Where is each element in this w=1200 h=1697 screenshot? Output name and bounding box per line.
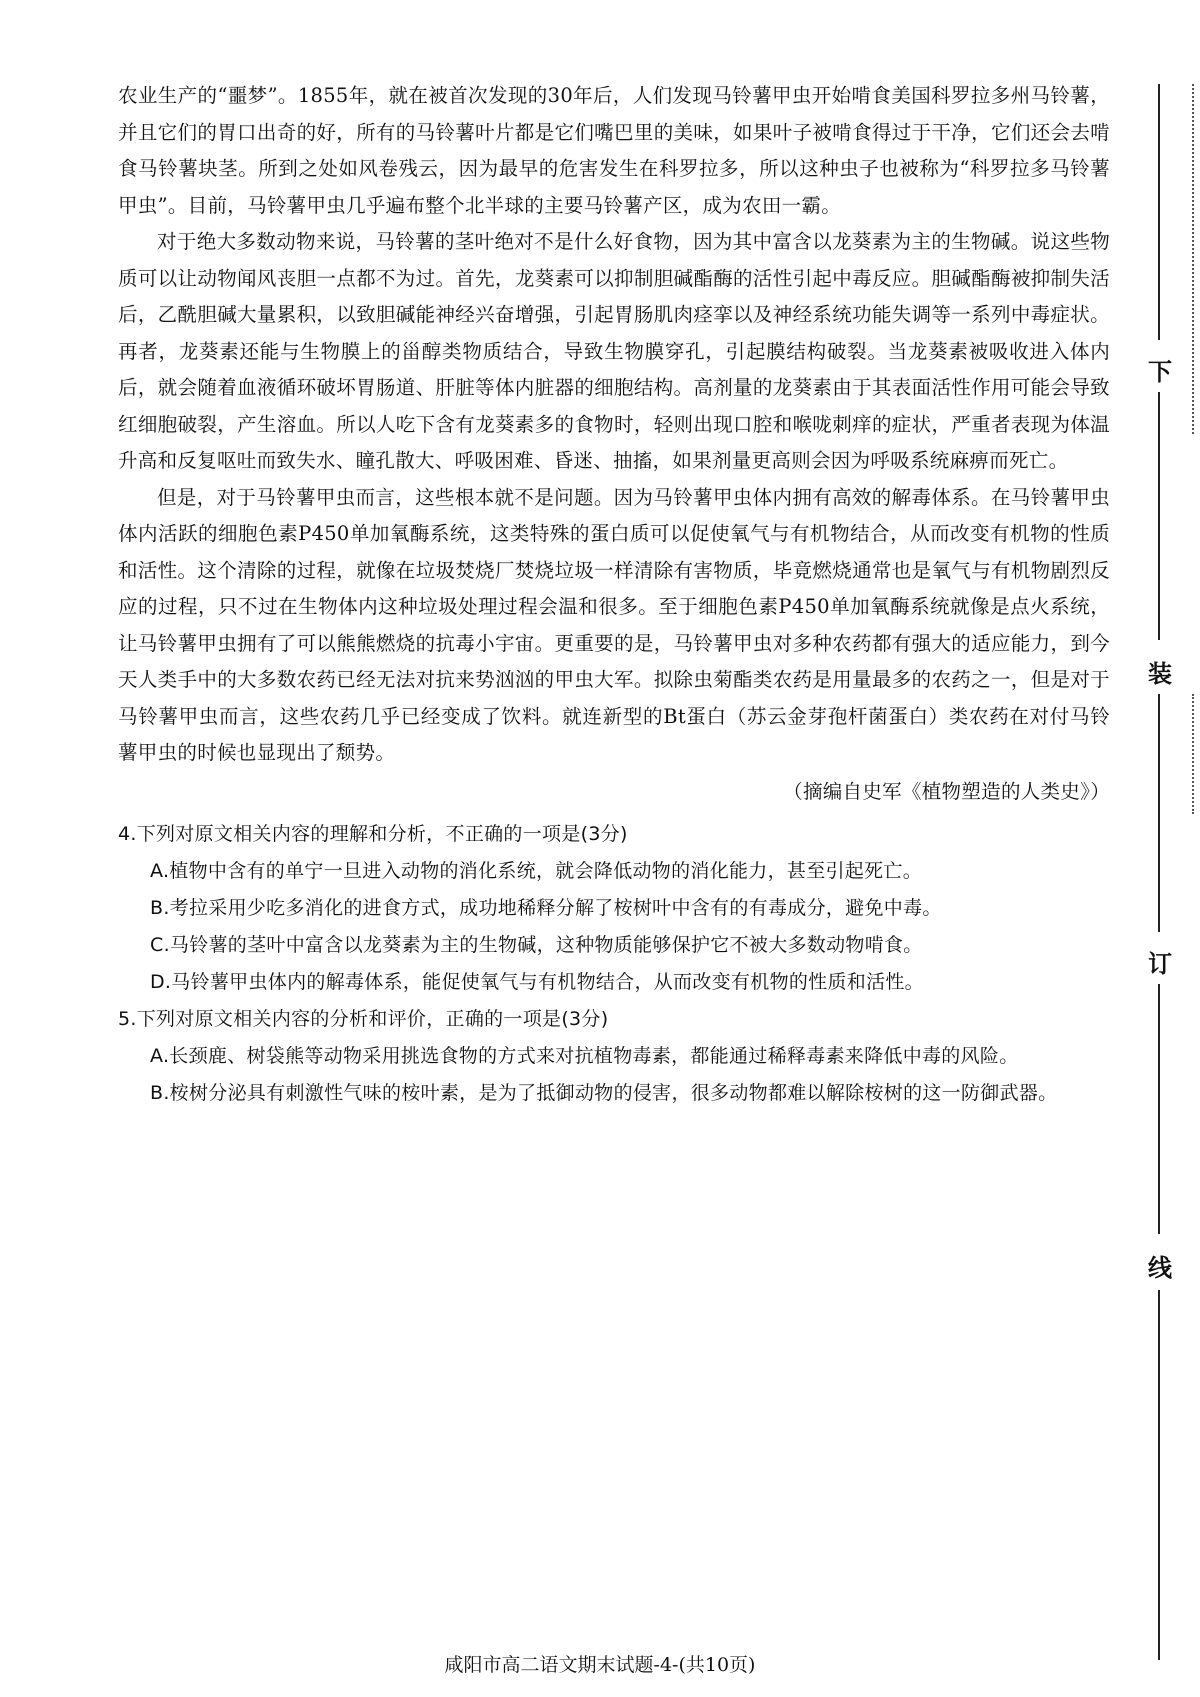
binding-line-segment: [1158, 984, 1160, 1234]
binding-mark-zhuang: 装: [1148, 660, 1172, 688]
page-content: [118, 78, 1110, 1112]
binding-line-segment: [1158, 392, 1160, 640]
passage-source: （摘编自史军《植物塑造的人类史》）: [783, 779, 1110, 803]
question-5: [118, 1001, 1110, 1112]
binding-dotted-line: [1192, 694, 1197, 814]
binding-line-segment: [1158, 84, 1160, 340]
binding-dotted-line: [1192, 84, 1197, 434]
binding-mark-xia: 下: [1148, 358, 1172, 386]
question-option-a: A.长颈鹿、树袋熊等动物采用挑选食物的方式来对抗植物毒素，都能通过稀释毒素来降低中毒的风险。: [150, 1045, 1019, 1067]
binding-line-segment: [1158, 1290, 1160, 1660]
binding-line-segment: [1158, 694, 1160, 932]
page-footer: 咸阳市高二语文期末试题-4-(共10页): [444, 1654, 756, 1676]
question-stem: 5.下列对原文相关内容的分析和评价，正确的一项是(3分): [118, 1008, 609, 1030]
question-4: [118, 816, 1110, 1001]
passage-paragraph-2: 对于绝大多数动物来说，马铃薯的茎叶绝对不是什么好食物，因为其中富含以龙葵素为主的生物碱。说这些物质可以让动物闻风丧胆一点都不为过。首先，龙葵素可以抑制胆碱酯酶的活性引起中毒反应。胆碱酯酶被抑制失活后，乙酰胆碱大量累积，以致胆碱能神经兴奋增强，引起胃肠肌肉痉挛以及神经系统功能失调等一系列中毒症状。再者，龙葵素还能与生物膜上的甾醇类物质结合，导致生物膜穿孔，引起膜结构破裂。当龙葵素被吸收进入体内后，就会随着血液循环破坏胃肠道、肝脏等体内脏器的细胞结构。高剂量的龙葵素由于其表面活性作用可能会导致红细胞破裂，产生溶血。所以人吃下含有龙葵素多的食物时，轻则出现口腔和喉咙刺痒的症状，严重者表现为体温升高和反复呕吐而致失水、瞳孔散大、呼吸困难、昏迷、抽搐，如果剂量更高则会因为呼吸系统麻痹而死亡。: [118, 230, 1110, 472]
binding-mark-xian: 线: [1148, 1254, 1172, 1282]
question-option-d: D.马铃薯甲虫体内的解毒体系，能促使氧气与有机物结合，从而改变有机物的性质和活性。: [150, 971, 924, 993]
question-stem: 4.下列对原文相关内容的理解和分析，不正确的一项是(3分): [118, 823, 628, 845]
question-option-a: A.植物中含有的单宁一旦进入动物的消化系统，就会降低动物的消化能力，甚至引起死亡。: [150, 860, 923, 882]
binding-margin: [1136, 0, 1196, 1697]
passage-paragraph-3: 但是，对于马铃薯甲虫而言，这些根本就不是问题。因为马铃薯甲虫体内拥有高效的解毒体系。在马铃薯甲虫体内活跃的细胞色素P450单加氧酶系统，这类特殊的蛋白质可以促使氧气与有机物结合，从而改变有机物的性质和活性。这个清除的过程，就像在垃圾焚烧厂焚烧垃圾一样清除有害物质，毕竟燃烧通常也是氧气与有机物剧烈反应的过程，只不过在生物体内这种垃圾处理过程会温和很多。至于细胞色素P450单加氧酶系统就像是点火系统，让马铃薯甲虫拥有了可以熊熊燃烧的抗毒小宇宙。更重要的是，马铃薯甲虫对多种农药都有强大的适应能力，到今天人类手中的大多数农药已经无法对抗来势汹汹的甲虫大军。拟除虫菊酯类农药是用量最多的农药之一，但是对于马铃薯甲虫而言，这些农药几乎已经变成了饮料。就连新型的Bt蛋白（苏云金芽孢杆菌蛋白）类农药在对付马铃薯甲虫的时候也显现出了颓势。: [118, 485, 1110, 764]
binding-mark-ding: 订: [1148, 950, 1172, 978]
questions-section: [118, 816, 1110, 1112]
question-option-b: B.桉树分泌具有刺激性气味的桉叶素，是为了抵御动物的侵害，很多动物都难以解除桉树的这一防御武器。: [150, 1082, 1058, 1104]
question-option-c: C.马铃薯的茎叶中富含以龙葵素为主的生物碱，这种物质能够保护它不被大多数动物啃食。: [150, 934, 923, 956]
passage-paragraph-1: 农业生产的“噩梦”。1855年，就在被首次发现的30年后，人们发现马铃薯甲虫开始啃食美国科罗拉多州马铃薯，并且它们的胃口出奇的好，所有的马铃薯叶片都是它们嘴巴里的美味，如果叶子被啃食得过于干净，它们还会去啃食马铃薯块茎。所到之处如风卷残云，因为最早的危害发生在科罗拉多，所以这种虫子也被称为“科罗拉多马铃薯甲虫”。目前，马铃薯甲虫几乎遍布整个北半球的主要马铃薯产区，成为农田一霸。: [118, 84, 1110, 217]
question-option-b: B.考拉采用少吃多消化的进食方式，成功地稀释分解了桉树叶中含有的有毒成分，避免中毒。: [150, 897, 942, 919]
